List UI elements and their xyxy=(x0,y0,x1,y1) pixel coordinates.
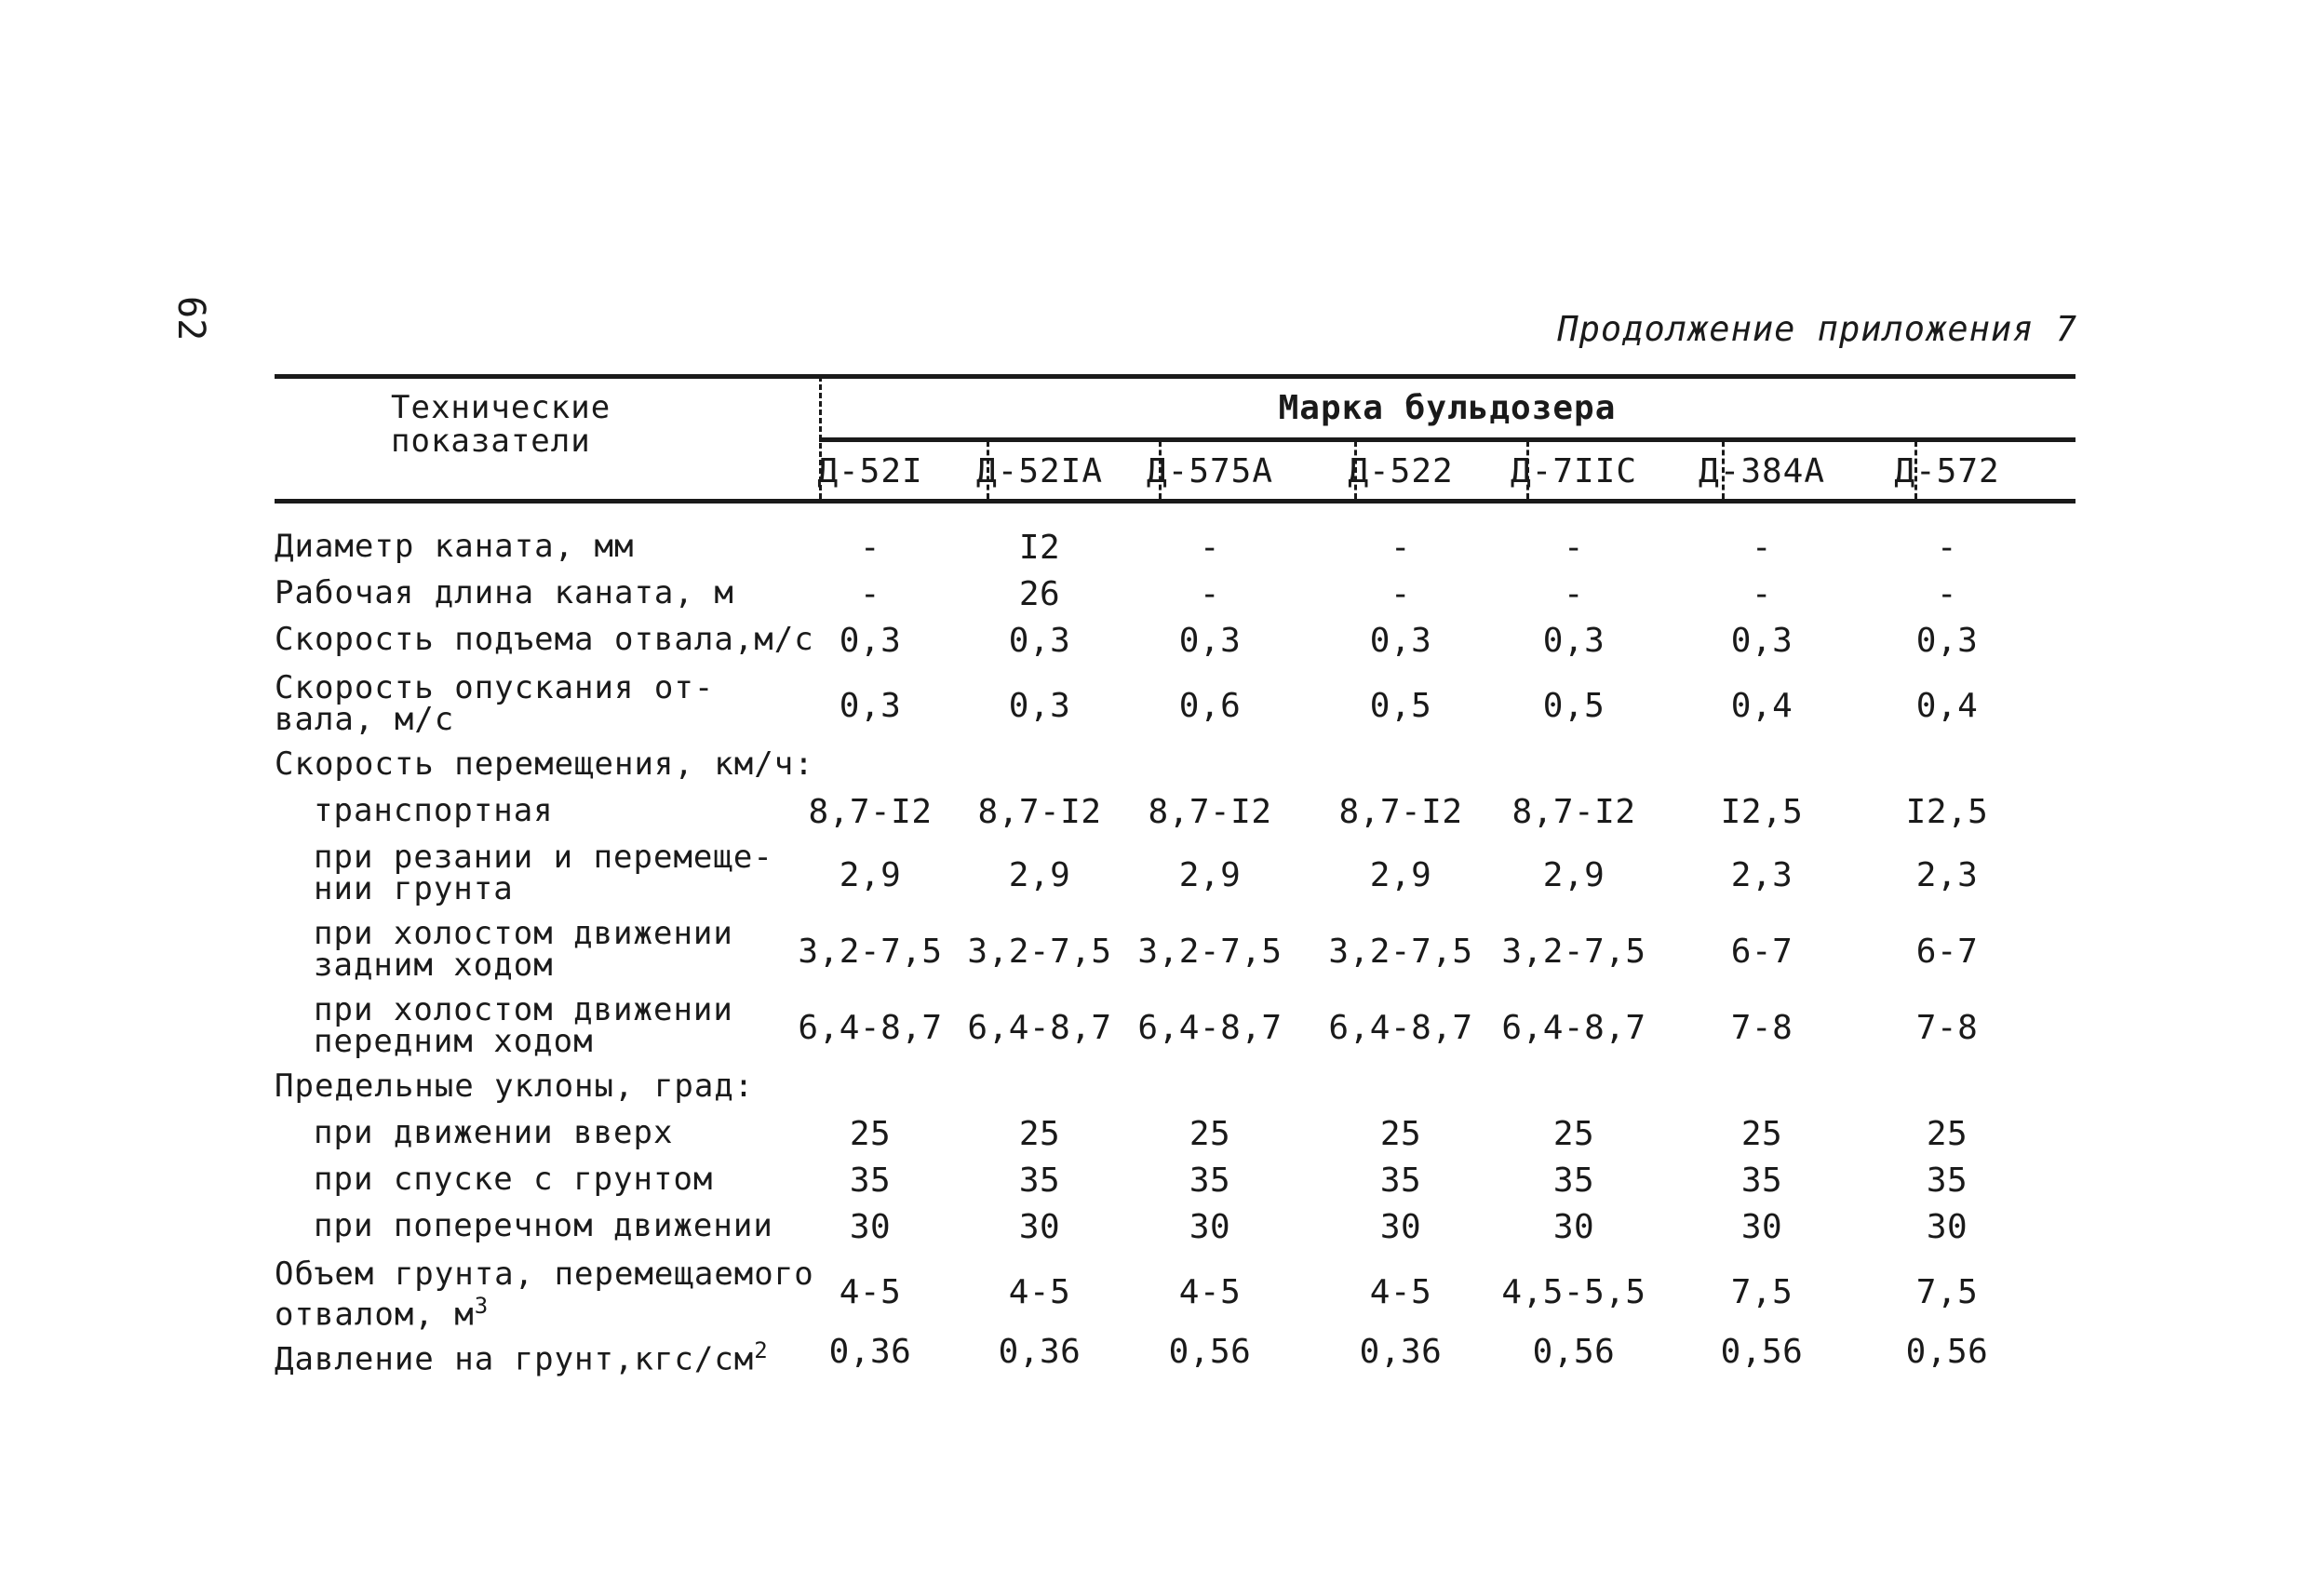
row-label-text: Скорость подъема отвала,м/с xyxy=(275,621,814,658)
table-cell: 0,56 xyxy=(1532,1333,1616,1371)
table-cell: - xyxy=(859,575,881,613)
table-cell: 7,5 xyxy=(1730,1273,1793,1311)
table-cell: 25 xyxy=(1189,1115,1231,1153)
table-cell: 0,36 xyxy=(1359,1333,1443,1371)
row-label-line xyxy=(275,574,734,611)
table-cell: - xyxy=(1936,575,1958,613)
column-header: Д-522 xyxy=(1348,452,1454,490)
column-header: Д-52IA xyxy=(975,452,1104,490)
table-cell: 30 xyxy=(1018,1208,1061,1246)
row-label-text: при холостом движении xyxy=(314,991,733,1028)
table-cell: 0,3 xyxy=(839,687,902,725)
page-number: 62 xyxy=(169,296,212,342)
table-cell: 3,2-7,5 xyxy=(1328,933,1473,971)
param-header-line: Технические xyxy=(391,389,611,426)
table-cell: 8,7-I2 xyxy=(1338,793,1463,831)
row-label-text: Предельные уклоны, град: xyxy=(275,1067,755,1105)
column-header: Д-572 xyxy=(1894,452,2000,490)
table-cell: 2,9 xyxy=(839,856,902,894)
row-label-line xyxy=(314,1023,733,1060)
unit-superscript: 2 xyxy=(754,1337,769,1363)
table-cell: 6,4-8,7 xyxy=(1501,1009,1646,1047)
table-cell: 30 xyxy=(1552,1208,1595,1246)
table-cell: - xyxy=(1390,575,1412,613)
row-label-line xyxy=(314,915,733,952)
row-label-text: Объем грунта, перемещаемого xyxy=(275,1255,814,1293)
row-label xyxy=(275,621,814,658)
table-cell: 35 xyxy=(849,1161,892,1200)
row-label-line xyxy=(314,1207,773,1244)
row-label xyxy=(275,1067,755,1105)
row-label-line xyxy=(314,870,773,907)
table-cell: - xyxy=(859,529,881,567)
row-label-line xyxy=(275,621,814,658)
row-label-text: Скорость опускания от- xyxy=(275,669,715,706)
table-cell: 35 xyxy=(1379,1161,1422,1200)
table-cell: 0,3 xyxy=(1730,622,1793,660)
row-label xyxy=(275,528,635,565)
table-cell: 8,7-I2 xyxy=(1148,793,1272,831)
table-cell: 4-5 xyxy=(1369,1273,1432,1311)
table-cell: 0,5 xyxy=(1369,687,1432,725)
header-bottom-rule xyxy=(275,499,2075,504)
table-cell: 35 xyxy=(1926,1161,1968,1200)
table-cell: 6-7 xyxy=(1915,933,1979,971)
table-cell: 25 xyxy=(849,1115,892,1153)
row-label xyxy=(275,669,715,738)
table-cell: 35 xyxy=(1018,1161,1061,1200)
row-label-line xyxy=(275,1255,814,1293)
table-cell: 2,9 xyxy=(1369,856,1432,894)
column-header: Д-384A xyxy=(1698,452,1826,490)
table-cell: 4,5-5,5 xyxy=(1501,1273,1646,1311)
table-cell: 35 xyxy=(1552,1161,1595,1200)
table-cell: 6,4-8,7 xyxy=(967,1009,1112,1047)
unit-superscript: 3 xyxy=(474,1293,490,1319)
table-cell: 6,4-8,7 xyxy=(1137,1009,1283,1047)
table-cell: 3,2-7,5 xyxy=(798,933,943,971)
group-header: Марка бульдозера xyxy=(1278,389,1617,427)
table-cell: I2 xyxy=(1018,529,1061,567)
table-cell: 2,3 xyxy=(1915,856,1979,894)
table-cell: 4-5 xyxy=(1008,1273,1071,1311)
table-cell: 0,3 xyxy=(1542,622,1605,660)
row-label-text: Рабочая длина каната, м xyxy=(275,574,734,611)
row-label-line xyxy=(275,528,635,565)
row-label-line xyxy=(314,991,733,1028)
table-cell: 0,3 xyxy=(1915,622,1979,660)
row-label xyxy=(275,1335,769,1378)
table-cell: 0,56 xyxy=(1720,1333,1804,1371)
table-cell: 30 xyxy=(849,1208,892,1246)
table-cell: 7,5 xyxy=(1915,1273,1979,1311)
table-cell: 30 xyxy=(1379,1208,1422,1246)
row-label-line xyxy=(275,669,715,706)
table-cell: I2,5 xyxy=(1720,793,1804,831)
row-label xyxy=(314,991,733,1060)
row-label-line xyxy=(275,1290,814,1334)
row-label-text: при поперечном движении xyxy=(314,1207,773,1244)
row-label-text: передним ходом xyxy=(314,1023,594,1060)
table-cell: 0,6 xyxy=(1178,687,1242,725)
table-cell: 0,4 xyxy=(1915,687,1979,725)
table-cell: 25 xyxy=(1926,1115,1968,1153)
table-cell: 0,3 xyxy=(1178,622,1242,660)
row-label-text: при холостом движении xyxy=(314,915,733,952)
table-cell: - xyxy=(1751,529,1773,567)
row-label xyxy=(314,1161,714,1198)
table-cell: 2,3 xyxy=(1730,856,1793,894)
table-cell: 25 xyxy=(1552,1115,1595,1153)
row-label-text: Давление на грунт,кгс/см xyxy=(275,1340,755,1378)
table-cell: - xyxy=(1390,529,1412,567)
table-cell: 35 xyxy=(1189,1161,1231,1200)
row-label-text: при резании и перемеще- xyxy=(314,839,773,876)
row-label xyxy=(275,745,814,783)
row-label-line xyxy=(314,792,554,829)
table-cell: 0,3 xyxy=(839,622,902,660)
table-cell: 4-5 xyxy=(1178,1273,1242,1311)
group-rule xyxy=(819,437,2075,442)
table-cell: 3,2-7,5 xyxy=(1501,933,1646,971)
row-label-text: Скорость перемещения, км/ч: xyxy=(275,745,814,783)
table-cell: 0,36 xyxy=(828,1333,912,1371)
table-cell: 30 xyxy=(1926,1208,1968,1246)
table-cell: - xyxy=(1199,529,1221,567)
column-header: Д-52I xyxy=(817,452,923,490)
table-cell: 0,4 xyxy=(1730,687,1793,725)
continuation-title: Продолжение приложения 7 xyxy=(1557,309,2077,349)
row-label-text: отвалом, м xyxy=(275,1296,475,1334)
row-label-text: при движении вверх xyxy=(314,1114,674,1151)
table-cell: 8,7-I2 xyxy=(808,793,933,831)
row-label-text: Диаметр каната, мм xyxy=(275,528,635,565)
param-header-line: показатели xyxy=(391,423,591,460)
row-label-text: при спуске с грунтом xyxy=(314,1161,714,1198)
table-cell: 0,3 xyxy=(1008,687,1071,725)
row-label-line xyxy=(314,947,733,984)
table-cell: 25 xyxy=(1018,1115,1061,1153)
table-cell: 25 xyxy=(1379,1115,1422,1153)
row-label-text: нии грунта xyxy=(314,870,514,907)
column-header: Д-575A xyxy=(1146,452,1274,490)
table-cell: 3,2-7,5 xyxy=(1137,933,1283,971)
row-label-text: вала, м/с xyxy=(275,701,455,738)
table-cell: 6-7 xyxy=(1730,933,1793,971)
table-cell: 3,2-7,5 xyxy=(967,933,1112,971)
table-cell: 35 xyxy=(1740,1161,1783,1200)
row-label-line xyxy=(275,1335,769,1378)
row-label-line xyxy=(275,701,714,738)
row-label-line xyxy=(275,1067,755,1105)
table-cell: 6,4-8,7 xyxy=(1328,1009,1473,1047)
table-cell: I2,5 xyxy=(1905,793,1989,831)
row-label xyxy=(314,792,554,829)
table-cell: 4-5 xyxy=(839,1273,902,1311)
table-cell: 2,9 xyxy=(1178,856,1242,894)
table-cell: - xyxy=(1563,575,1585,613)
table-cell: 30 xyxy=(1189,1208,1231,1246)
table-cell: 7-8 xyxy=(1730,1009,1793,1047)
row-label-text: транспортная xyxy=(314,792,554,829)
top-rule xyxy=(275,374,2075,379)
table-cell: 8,7-I2 xyxy=(1511,793,1636,831)
row-label-line xyxy=(275,745,814,783)
table-cell: - xyxy=(1199,575,1221,613)
row-label-text: задним ходом xyxy=(314,947,554,984)
table-cell: 0,36 xyxy=(998,1333,1081,1371)
row-label-line xyxy=(314,839,773,876)
table-cell: 25 xyxy=(1740,1115,1783,1153)
table-cell: - xyxy=(1563,529,1585,567)
row-label xyxy=(314,1114,674,1151)
table-cell: 6,4-8,7 xyxy=(798,1009,943,1047)
table-cell: 0,3 xyxy=(1008,622,1071,660)
table-cell: 2,9 xyxy=(1542,856,1605,894)
table-cell: 30 xyxy=(1740,1208,1783,1246)
param-header xyxy=(391,391,611,458)
row-label xyxy=(314,915,733,984)
table-cell: 0,56 xyxy=(1168,1333,1252,1371)
table-cell: 0,56 xyxy=(1905,1333,1989,1371)
row-label-line xyxy=(314,1114,674,1151)
column-header: Д-7IIC xyxy=(1510,452,1638,490)
table-cell: 26 xyxy=(1018,575,1061,613)
table-cell: 7-8 xyxy=(1915,1009,1979,1047)
row-label xyxy=(314,841,773,905)
row-label-line xyxy=(314,1161,714,1198)
table-cell: - xyxy=(1936,529,1958,567)
row-label xyxy=(275,1255,814,1334)
table-cell: 2,9 xyxy=(1008,856,1071,894)
table-cell: 0,5 xyxy=(1542,687,1605,725)
row-label xyxy=(314,1207,773,1244)
table-cell: - xyxy=(1751,575,1773,613)
table-cell: 8,7-I2 xyxy=(977,793,1102,831)
table-cell: 0,3 xyxy=(1369,622,1432,660)
row-label xyxy=(275,574,734,611)
